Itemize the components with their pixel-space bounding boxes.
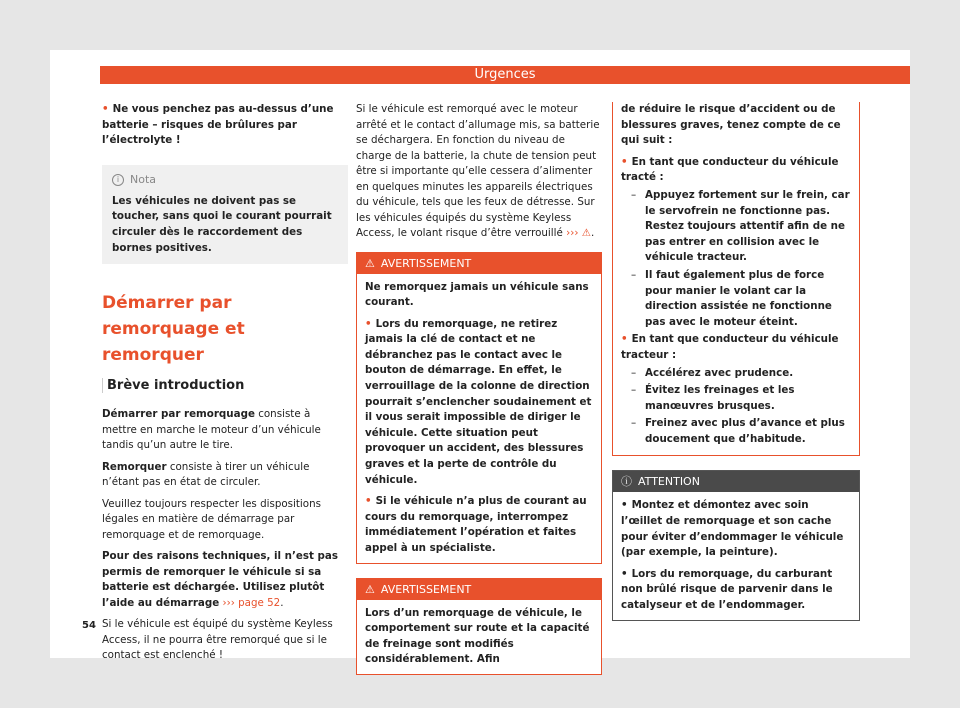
bullet-dot-icon: •	[621, 567, 628, 580]
bullet-dot-icon: •	[621, 155, 628, 168]
warning-body-2: Lors d’un remorquage de véhicule, le comportement sur route et la capacité de freinage sont modifiés considérablement. Afin	[357, 600, 601, 674]
paragraph-tow: Remorquer consiste à tirer un véhicule n’étant pas en état de circuler.	[102, 460, 310, 489]
attention-header: ⓘ ATTENTION	[613, 471, 859, 492]
towed-driver-item: • En tant que conducteur du véhicule tracté :	[621, 155, 839, 184]
bullet-dot-icon: •	[621, 333, 628, 346]
warning-triangle-icon: ⚠	[581, 227, 591, 239]
towing-driver-list	[621, 366, 851, 448]
bullet-dot-icon: •	[365, 495, 372, 508]
warning-item: • Lors du remorquage, ne retirez jamais la clé de contact et ne débranchez pas le contact avec le bouton de démarrage. En effet, le verrouillage de la colonne de direction pourrait s’enclencher soudainement et il vous serait impossible de diriger le véhicule. Cette situation peut provoquer un accident, des blessures graves et la perte de contrôle du véhicule.	[365, 317, 592, 486]
attention-body	[613, 492, 859, 619]
warning-triangle-icon: ⚠	[365, 582, 375, 596]
document-page	[50, 50, 910, 666]
paragraph-tow-start: Démarrer par remorquage consiste à mettre en marche le moteur d’un véhicule tandis qu’un autre le tire.	[102, 408, 321, 452]
page-link[interactable]: ››› page 52	[219, 596, 281, 609]
bullet-dot-icon: •	[365, 317, 372, 330]
paragraph-technical: Pour des raisons techniques, il n’est pas permis de remorquer le véhicule si sa batterie est déchargée. Utilisez plutôt l’aide au démarrage ››› page 52.	[102, 550, 338, 609]
warning-link[interactable]: ›››	[562, 227, 582, 239]
attention-item: • Montez et démontez avec soin l’œillet de remorquage et son cache pour éviter d’endommager le véhicule (par exemple, la peinture).	[621, 499, 844, 559]
warning-box-2	[356, 578, 602, 675]
attention-item: • Lors du remorquage, du carburant non brûlé risque de parvenir dans le catalyseur et de l’endommager.	[621, 567, 833, 612]
list-item: – Évitez les freinages et les manœuvres brusques.	[621, 383, 851, 414]
attention-box	[612, 470, 860, 620]
page-header: Urgences	[100, 66, 910, 84]
warning-item: • Si le véhicule n’a plus de courant au cours du remorquage, interrompez immédiatement l’opération et faites appel à un spécialiste.	[365, 495, 587, 554]
info-icon: i	[112, 174, 124, 186]
paragraph-keyless: Si le véhicule est équipé du système Keyless Access, il ne pourra être remorqué que si le contact est enclenché !	[102, 618, 333, 662]
bullet-dot-icon: •	[102, 103, 109, 115]
paragraph-legal: Veuillez toujours respecter les dispositions légales en matière de démarrage par remorquage et de remorquage.	[102, 497, 321, 541]
note-box	[102, 165, 348, 264]
warning-header-2: ⚠ AVERTISSEMENT	[357, 579, 601, 600]
intro-text	[102, 407, 348, 664]
section-title: Démarrer par remorquage et remorquer	[102, 293, 245, 366]
sub-title: Brève introduction	[102, 378, 348, 393]
warning-continuation: de réduire le risque d’accident ou de blessures graves, tenez compte de ce qui suit : • En tant que conducteur du véhicule tracté : – Appuyez fortement sur le frein, car le servofrein ne fonctionne pas. Restez toujours attentif afin de ne pas entrer en collision avec le véhicule tracteur. – Il faut également plus de force pour manier le volant car la direction assistée ne fonctionne pas avec le moteur éteint. • En tant que conducteur du véhicule tracteur : – Accélérez avec prudence. – Évitez les freinages et les manœuvres brusques. – Freinez avec plus d’avance et plus doucement que d’habitude.	[621, 102, 851, 447]
warning-triangle-icon: ⚠	[365, 256, 375, 270]
paragraph-battery-discharge: Si le véhicule est remorqué avec le moteur arrêté et le contact d’allumage mis, sa batterie se déchargera. En fonction du niveau de charge de la batterie, la chute de tension peut être si importante qu’elle cessera d’alimenter en quelques minutes les appareils électriques du véhicule, tels que les feux de détresse. Sur les véhicules équipés du système Keyless Access, le volant risque d’être verrouillé ››› ⚠.	[356, 103, 600, 239]
list-item: – Il faut également plus de force pour manier le volant car la direction assistée ne fonctionne pas avec le moteur éteint.	[621, 268, 851, 330]
towing-driver-item: • En tant que conducteur du véhicule tracteur :	[621, 333, 839, 361]
page-number: 54	[82, 620, 96, 631]
note-text: Les véhicules ne doivent pas se toucher, sans quoi le courant pourrait circuler dès le raccordement des bornes positives.	[112, 194, 332, 254]
list-item: – Appuyez fortement sur le frein, car le servofrein ne fonctionne pas. Restez toujours attentif afin de ne pas entrer en collision avec le véhicule tracteur.	[621, 188, 851, 266]
note-header: i Nota	[112, 173, 338, 186]
list-item: – Freinez avec plus d’avance et plus doucement que d’habitude.	[621, 416, 851, 447]
warning-box-1	[356, 252, 602, 564]
bullet-dot-icon: •	[621, 499, 628, 512]
column-3	[612, 102, 860, 621]
attention-circle-icon: ⓘ	[621, 475, 632, 489]
warning-continuation-box	[612, 102, 860, 456]
towed-driver-list	[621, 188, 851, 330]
column-2	[356, 102, 602, 675]
battery-warning-bullet: • Ne vous penchez pas au-dessus d’une batterie – risques de brûlures par l’électrolyte !	[102, 103, 334, 147]
warning-header-1: ⚠ AVERTISSEMENT	[357, 253, 601, 274]
list-item: – Accélérez avec prudence.	[621, 366, 851, 382]
warning-body-1: Ne remorquez jamais un véhicule sans courant. • Lors du remorquage, ne retirez jamais la clé de contact et ne débranchez pas le contact avec le bouton de démarrage. En effet, le verrouillage de la colonne de direction pourrait s’enclencher soudainement et il vous serait impossible de diriger le véhicule. Cette situation peut provoquer un accident, des blessures graves et la perte de contrôle du véhicule. • Si le véhicule n’a plus de courant au cours du remorquage, interrompez immédiatement l’opération et faites appel à un spécialiste.	[357, 274, 601, 563]
column-1	[102, 102, 348, 670]
